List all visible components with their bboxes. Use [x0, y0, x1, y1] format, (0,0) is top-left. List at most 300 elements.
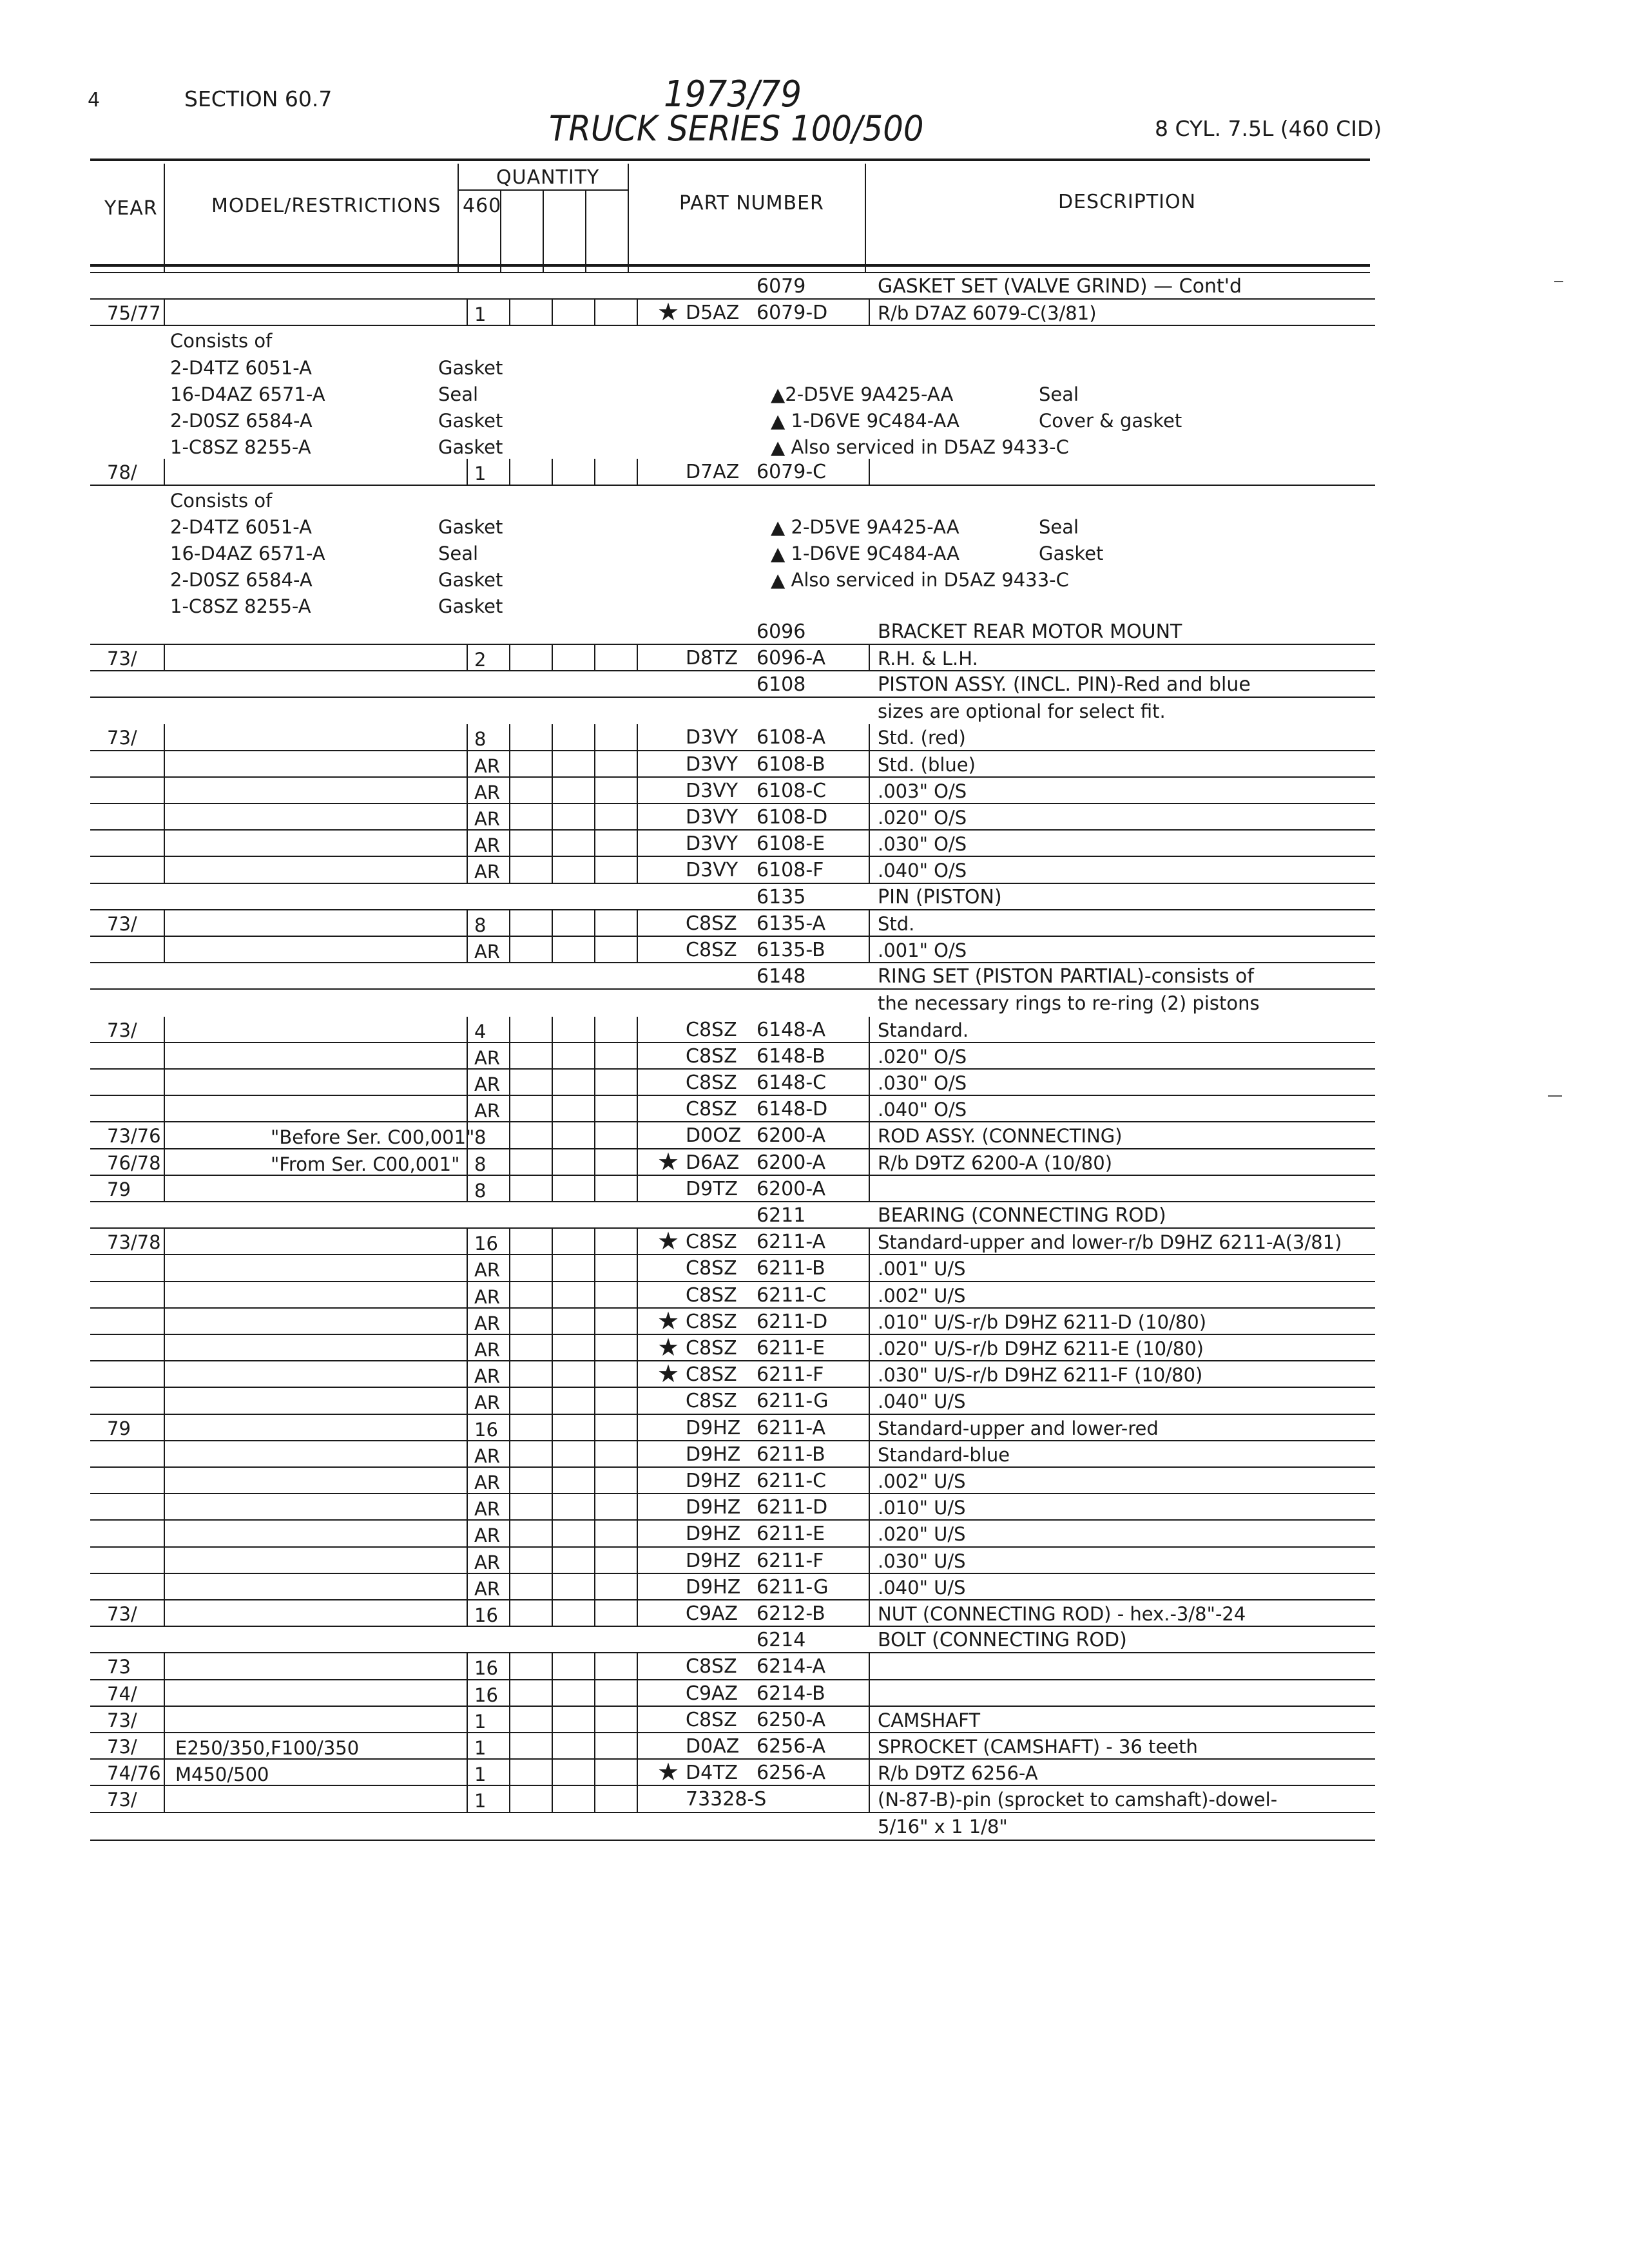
part-number-basic: 6148-B: [757, 1044, 825, 1068]
quantity-cell: AR: [474, 781, 500, 803]
grid-divider: [467, 300, 468, 326]
grid-divider: [552, 1760, 553, 1786]
year-cell: 79: [107, 1417, 131, 1439]
row-rule: [90, 1042, 1375, 1043]
grid-divider: [594, 724, 595, 751]
grid-divider: [467, 857, 468, 883]
grid-divider: [594, 459, 595, 485]
col-header-model: MODEL/RESTRICTIONS: [211, 195, 441, 217]
grid-divider: [509, 1070, 510, 1096]
description-cell: .001" U/S: [878, 1258, 966, 1280]
grid-divider: [552, 1255, 553, 1282]
grid-divider: [509, 1388, 510, 1414]
grid-divider: [869, 1176, 870, 1202]
description-cell: Standard-blue: [878, 1443, 1010, 1466]
grid-divider: [594, 1707, 595, 1733]
table-bottom-rule: [90, 1840, 1375, 1841]
grid-divider: [637, 1441, 638, 1468]
grid-divider: [637, 300, 638, 326]
part-number-prefix: D9HZ: [686, 1523, 741, 1546]
grid-divider: [509, 1122, 510, 1149]
grid-divider: [552, 1653, 553, 1680]
grid-divider: [509, 1017, 510, 1043]
grid-divider: [594, 1017, 595, 1043]
row-rule: [90, 1706, 1375, 1707]
col-header-year: YEAR: [104, 197, 158, 220]
grid-divider: [869, 1680, 870, 1707]
component-part: Consists of: [170, 330, 273, 352]
quantity-cell: 1: [474, 1710, 487, 1733]
part-number-prefix: D4TZ: [686, 1762, 738, 1785]
grid-divider: [637, 1361, 638, 1388]
row-rule: [90, 1201, 1375, 1202]
grid-divider: [637, 1070, 638, 1096]
model-restriction-cell: "Before Ser. C00,001": [271, 1126, 475, 1149]
grid-divider: [509, 1229, 510, 1255]
quantity-cell: AR: [474, 861, 500, 883]
quantity-cell: AR: [474, 754, 500, 777]
grid-divider: [637, 1653, 638, 1680]
grid-divider: [552, 1335, 553, 1361]
quantity-cell: 1: [474, 1790, 487, 1812]
part-number-basic: 6211-B: [757, 1257, 825, 1280]
grid-divider: [637, 1096, 638, 1122]
grid-divider: [164, 751, 165, 778]
grid-divider: [637, 1415, 638, 1441]
component-desc: Gasket: [438, 569, 503, 591]
grid-divider: [509, 1494, 510, 1521]
quantity-cell: AR: [474, 808, 500, 830]
quantity-cell: AR: [474, 941, 500, 963]
grid-divider: [467, 1388, 468, 1414]
grid-divider: [869, 300, 870, 326]
component-desc: Gasket: [438, 356, 503, 379]
grid-divider: [164, 778, 165, 804]
row-rule: [90, 1307, 1375, 1309]
part-number-prefix: D3VY: [686, 753, 738, 776]
col-header-description: DESCRIPTION: [1058, 191, 1197, 213]
part-number-basic: 6211-D: [757, 1310, 828, 1333]
part-number-basic: 6250-A: [757, 1708, 826, 1731]
quantity-cell: AR: [474, 1498, 500, 1521]
group-heading: PIN (PISTON): [878, 885, 1002, 908]
component-part: 2-D4TZ 6051-A: [170, 515, 312, 538]
grid-divider: [637, 1786, 638, 1812]
serviced-note: ▲ 2-D5VE 9A425-AA: [771, 515, 959, 538]
year-cell: 73/: [107, 1789, 137, 1811]
grid-divider: [637, 1574, 638, 1600]
quantity-cell: 8: [474, 1126, 487, 1149]
description-continuation: the necessary rings to re-ring (2) pistons: [878, 992, 1260, 1015]
grid-divider: [467, 1282, 468, 1309]
grid-divider: [552, 1096, 553, 1122]
grid-divider: [869, 1521, 870, 1547]
header-divider-model: [458, 164, 459, 273]
component-part: 1-C8SZ 8255-A: [170, 436, 311, 459]
part-number-prefix: D0OZ: [686, 1124, 742, 1148]
grid-divider: [637, 1309, 638, 1335]
grid-divider: [164, 831, 165, 857]
grid-divider: [637, 857, 638, 883]
quantity-cell: 16: [474, 1418, 498, 1441]
row-rule: [90, 1599, 1375, 1600]
part-number-basic: 6079-D: [757, 302, 828, 325]
description-cell: .010" U/S-r/b D9HZ 6211-D (10/80): [878, 1311, 1207, 1333]
grid-divider: [467, 1786, 468, 1812]
quantity-cell: 8: [474, 1153, 487, 1175]
col-header-part-number: PART NUMBER: [679, 192, 824, 215]
grid-divider: [869, 1017, 870, 1043]
description-cell: .001" O/S: [878, 939, 967, 961]
row-rule: [90, 829, 1375, 831]
grid-divider: [869, 857, 870, 883]
grid-divider: [467, 1335, 468, 1361]
year-cell: 74/76: [107, 1762, 161, 1785]
grid-divider: [509, 1680, 510, 1707]
grid-divider: [552, 1548, 553, 1574]
grid-divider: [594, 831, 595, 857]
part-number-basic: 6148-D: [757, 1098, 828, 1121]
grid-divider: [637, 1335, 638, 1361]
row-rule: [90, 1387, 1375, 1388]
grid-divider: [552, 778, 553, 804]
grid-divider: [637, 1176, 638, 1202]
grid-divider: [869, 804, 870, 831]
grid-divider: [637, 1229, 638, 1255]
grid-divider: [552, 857, 553, 883]
grid-divider: [509, 459, 510, 485]
quantity-cell: 8: [474, 1179, 487, 1202]
quantity-cell: 4: [474, 1020, 487, 1043]
description-cell: R/b D7AZ 6079-C(3/81): [878, 302, 1097, 325]
grid-divider: [637, 1255, 638, 1282]
grid-divider: [594, 1043, 595, 1070]
row-rule: [90, 750, 1375, 751]
component-desc: Gasket: [438, 595, 503, 618]
quantity-cell: AR: [474, 1365, 500, 1388]
grid-divider: [637, 1760, 638, 1786]
component-part: 2-D0SZ 6584-A: [170, 569, 313, 591]
row-rule: [90, 1121, 1375, 1122]
grid-divider: [509, 937, 510, 963]
quantity-cell: AR: [474, 1100, 500, 1122]
grid-divider: [164, 724, 165, 751]
grid-divider: [637, 1494, 638, 1521]
group-rule: [90, 697, 1375, 698]
grid-divider: [509, 1415, 510, 1441]
year-cell: 73/: [107, 1019, 137, 1041]
quantity-cell: 16: [474, 1684, 498, 1706]
grid-divider: [869, 1229, 870, 1255]
grid-divider: [594, 1786, 595, 1812]
grid-divider: [552, 1017, 553, 1043]
part-number-basic: 6200-A: [757, 1151, 826, 1174]
grid-divider: [509, 1335, 510, 1361]
grid-divider: [467, 1361, 468, 1388]
grid-divider: [869, 1600, 870, 1627]
row-rule: [90, 1095, 1375, 1096]
grid-divider: [467, 1494, 468, 1521]
description-cell: .020" U/S-r/b D9HZ 6211-E (10/80): [878, 1338, 1204, 1360]
grid-divider: [594, 1600, 595, 1627]
part-number-basic: 6211-G: [757, 1390, 829, 1413]
grid-divider: [637, 778, 638, 804]
grid-divider: [869, 778, 870, 804]
part-number-basic: 6211-E: [757, 1337, 825, 1360]
part-number-basic: 6108-F: [757, 859, 824, 882]
serviced-note: ▲ Also serviced in D5AZ 9433-C: [771, 569, 1069, 591]
part-number-basic: 6211-C: [757, 1283, 827, 1307]
description-cell: .030" U/S: [878, 1550, 966, 1572]
grid-divider: [594, 1574, 595, 1600]
serviced-note: ▲ 1-D6VE 9C484-AA: [771, 543, 959, 564]
grid-divider: [509, 778, 510, 804]
grid-divider: [637, 724, 638, 751]
grid-divider: [594, 1070, 595, 1096]
grid-divider: [552, 1176, 553, 1202]
grid-divider: [164, 1707, 165, 1733]
description-cell: .002" U/S: [878, 1284, 966, 1307]
grid-divider: [552, 1070, 553, 1096]
part-number-prefix: C8SZ: [686, 1018, 737, 1041]
quantity-cell: AR: [474, 1577, 500, 1600]
part-number-basic: 6211-D: [757, 1496, 828, 1519]
grid-divider: [509, 751, 510, 778]
grid-divider: [869, 1707, 870, 1733]
row-rule: [90, 1812, 1375, 1813]
quantity-cell: AR: [474, 834, 500, 857]
scan-mark: [1554, 281, 1563, 282]
serviced-note-desc: Gasket: [1039, 543, 1104, 564]
row-rule: [90, 1573, 1375, 1574]
part-number-basic: 6200-A: [757, 1177, 826, 1200]
grid-divider: [164, 1309, 165, 1335]
grid-divider: [552, 1149, 553, 1176]
component-part: 2-D0SZ 6584-A: [170, 410, 313, 432]
part-number-prefix: D3VY: [686, 806, 738, 829]
part-number-prefix: C8SZ: [686, 1708, 737, 1731]
part-number-prefix: D6AZ: [686, 1151, 740, 1174]
grid-divider: [552, 1043, 553, 1070]
group-heading: BRACKET REAR MOTOR MOUNT: [878, 620, 1182, 643]
part-number-prefix: C8SZ: [686, 1044, 737, 1068]
part-number-basic: 6108: [757, 673, 806, 696]
grid-divider: [509, 1653, 510, 1680]
part-number-basic: 6108-E: [757, 832, 825, 856]
grid-divider: [467, 1176, 468, 1202]
grid-divider: [637, 804, 638, 831]
grid-divider: [164, 1335, 165, 1361]
grid-divider: [164, 645, 165, 671]
grid-divider: [467, 910, 468, 937]
grid-divider: [552, 1415, 553, 1441]
part-number-prefix: D3VY: [686, 726, 738, 749]
grid-divider: [552, 1707, 553, 1733]
row-rule: [90, 1281, 1375, 1282]
grid-divider: [164, 1600, 165, 1627]
grid-divider: [637, 1043, 638, 1070]
grid-divider: [637, 1707, 638, 1733]
part-number-basic: 6079-C: [757, 461, 827, 484]
row-rule: [90, 1254, 1375, 1255]
grid-divider: [869, 1361, 870, 1388]
grid-divider: [164, 937, 165, 963]
grid-divider: [869, 1043, 870, 1070]
part-number-basic: 6211-A: [757, 1231, 826, 1254]
grid-divider: [637, 1733, 638, 1760]
part-number-prefix: D9HZ: [686, 1416, 741, 1439]
part-number-prefix: D8TZ: [686, 646, 738, 669]
serviced-note-desc: Cover & gasket: [1039, 410, 1182, 432]
grid-divider: [509, 1255, 510, 1282]
grid-divider: [467, 1229, 468, 1255]
part-number-prefix: D9HZ: [686, 1575, 741, 1599]
grid-divider: [164, 1653, 165, 1680]
grid-divider: [467, 724, 468, 751]
description-cell: .040" U/S: [878, 1576, 966, 1599]
grid-divider: [467, 1149, 468, 1176]
grid-divider: [509, 1096, 510, 1122]
grid-divider: [467, 1415, 468, 1441]
description-cell: .010" U/S: [878, 1497, 966, 1519]
grid-divider: [164, 1574, 165, 1600]
year-cell: 78/: [107, 461, 137, 484]
row-rule: [90, 1466, 1375, 1468]
grid-divider: [552, 804, 553, 831]
group-rule: [90, 1652, 1375, 1653]
part-number-prefix: D3VY: [686, 779, 738, 802]
description-cell: Standard-upper and lower-red: [878, 1417, 1159, 1439]
quantity-cell: AR: [474, 1524, 500, 1547]
grid-divider: [509, 1760, 510, 1786]
row-rule: [90, 670, 1375, 671]
quantity-cell: 1: [474, 463, 487, 485]
grid-divider: [637, 459, 638, 485]
grid-divider: [467, 1707, 468, 1733]
grid-divider: [164, 1494, 165, 1521]
grid-divider: [594, 751, 595, 778]
description-cell: Standard-upper and lower-r/b D9HZ 6211-A(3/81): [878, 1231, 1342, 1254]
serviced-note-desc: Seal: [1039, 515, 1079, 538]
grid-divider: [869, 724, 870, 751]
group-heading: RING SET (PISTON PARTIAL)-consists of: [878, 965, 1254, 988]
grid-divider: [637, 831, 638, 857]
quantity-cell: AR: [474, 1259, 500, 1282]
grid-divider: [509, 645, 510, 671]
grid-divider: [869, 1441, 870, 1468]
part-number-prefix: D3VY: [686, 859, 738, 882]
grid-divider: [594, 804, 595, 831]
group-heading: GASKET SET (VALVE GRIND) — Cont'd: [878, 275, 1242, 298]
model-restriction-cell: M450/500: [175, 1763, 269, 1786]
grid-divider: [594, 1282, 595, 1309]
part-number-basic: 6108-A: [757, 726, 826, 749]
replacement-star-icon: ★: [657, 1227, 680, 1256]
part-number-basic: 6211-E: [757, 1523, 825, 1546]
row-rule: [90, 325, 1375, 326]
row-rule: [90, 936, 1375, 937]
grid-divider: [552, 1733, 553, 1760]
description-continuation: sizes are optional for select fit.: [878, 700, 1166, 723]
grid-divider: [164, 300, 165, 326]
grid-divider: [164, 1786, 165, 1812]
grid-divider: [637, 1017, 638, 1043]
grid-divider: [637, 645, 638, 671]
grid-divider: [552, 1309, 553, 1335]
grid-divider: [869, 1468, 870, 1494]
component-desc: Gasket: [438, 436, 503, 459]
table-top-rule: [90, 159, 1370, 161]
grid-divider: [467, 645, 468, 671]
row-rule: [90, 1785, 1375, 1786]
part-number-prefix: D7AZ: [686, 461, 740, 484]
replacement-star-icon: ★: [657, 1147, 680, 1176]
grid-divider: [552, 1388, 553, 1414]
description-cell: .020" U/S: [878, 1523, 966, 1546]
group-heading: PISTON ASSY. (INCL. PIN)-Red and blue: [878, 673, 1251, 696]
row-rule: [90, 803, 1375, 804]
grid-divider: [594, 1415, 595, 1441]
grid-divider: [164, 1548, 165, 1574]
part-number-basic: 6108-C: [757, 779, 827, 802]
part-number-basic: 6214-A: [757, 1655, 826, 1678]
grid-divider: [164, 1255, 165, 1282]
quantity-cell: AR: [474, 1392, 500, 1414]
grid-divider: [509, 1043, 510, 1070]
replacement-star-icon: ★: [657, 1360, 680, 1389]
grid-divider: [869, 1282, 870, 1309]
grid-divider: [164, 1122, 165, 1149]
component-part: 16-D4AZ 6571-A: [170, 543, 325, 564]
row-rule: [90, 776, 1375, 778]
grid-divider: [637, 1521, 638, 1547]
grid-divider: [467, 1255, 468, 1282]
grid-divider: [164, 1229, 165, 1255]
grid-divider: [164, 1733, 165, 1760]
grid-divider: [594, 1149, 595, 1176]
part-number-basic: 6148-C: [757, 1072, 827, 1094]
grid-divider: [509, 1707, 510, 1733]
quantity-cell: AR: [474, 1551, 500, 1573]
grid-divider: [467, 1441, 468, 1468]
grid-divider: [869, 1733, 870, 1760]
grid-divider: [164, 1043, 165, 1070]
grid-divider: [552, 910, 553, 937]
grid-divider: [594, 1733, 595, 1760]
quantity-cell: AR: [474, 1445, 500, 1467]
grid-divider: [552, 459, 553, 485]
row-rule: [90, 1360, 1375, 1361]
grid-divider: [509, 831, 510, 857]
grid-divider: [552, 831, 553, 857]
description-cell: Std. (blue): [878, 753, 976, 776]
grid-divider: [594, 1361, 595, 1388]
grid-divider: [164, 910, 165, 937]
group-rule: [90, 909, 1375, 910]
grid-divider: [552, 751, 553, 778]
description-cell: .020" O/S: [878, 807, 967, 829]
quantity-cell: AR: [474, 1472, 500, 1494]
part-number-prefix: D9HZ: [686, 1496, 741, 1519]
part-number-basic: 6108-B: [757, 753, 825, 776]
grid-divider: [594, 1388, 595, 1414]
part-number-basic: 6135-A: [757, 912, 826, 935]
col-header-460: 460: [463, 195, 502, 217]
grid-divider: [467, 1468, 468, 1494]
grid-divider: [552, 937, 553, 963]
header-divider-year: [164, 164, 165, 273]
grid-divider: [869, 1574, 870, 1600]
